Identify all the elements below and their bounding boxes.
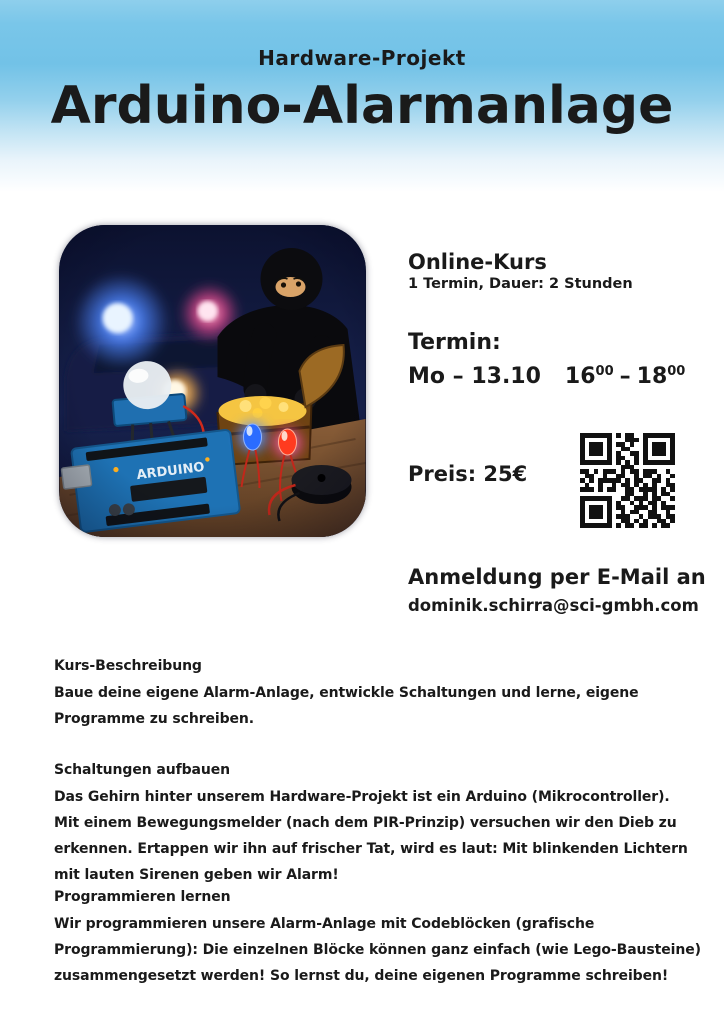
section-text-programmieren-lernen: Wir programmieren unsere Alarm-Anlage mit Codeblöcken (grafische Programmierung): Die einzelnen Blöcke können ganz einfach (wie Lego-Bausteine) zusammengesetzt werden! So lernst du, deine eigenen Programme schreiben! [54, 916, 701, 984]
schedule-line [408, 364, 685, 389]
section-text-schaltungen-aufbauen: Das Gehirn hinter unserem Hardware-Projekt ist ein Arduino (Mikrocontroller). Mit einem Bewegungsmelder (nach dem PIR-Prinzip) versuchen wir den Dieb zu erkennen. Ertappen wir ihn auf frischer Tat, wird es laut: Mit blinkenden Lichtern mit lauten Sirenen geben wir Alarm! [54, 789, 688, 883]
course-photo [59, 225, 366, 537]
schedule-day-date: Mo – 13.10 [408, 364, 541, 389]
section-heading-kurs-beschreibung: Kurs-Beschreibung [54, 658, 202, 674]
section-heading-programmieren-lernen: Programmieren lernen [54, 889, 231, 905]
signup-label: Anmeldung per E-Mail an [408, 565, 706, 589]
photo-scene [59, 225, 366, 537]
termin-label: Termin: [408, 330, 501, 355]
section-heading-schaltungen-aufbauen: Schaltungen aufbauen [54, 762, 230, 778]
price-label: Preis: 25€ [408, 462, 528, 486]
signup-email: dominik.schirra@sci-gmbh.com [408, 596, 699, 615]
qr-code [580, 433, 675, 528]
section-text-kurs-beschreibung: Baue deine eigene Alarm-Anlage, entwickle Schaltungen und lerne, eigene Programme zu schreiben. [54, 685, 639, 727]
header-kicker: Hardware-Projekt [258, 46, 466, 70]
course-details: 1 Termin, Dauer: 2 Stunden [408, 276, 633, 292]
schedule-start-minutes: 00 [595, 364, 614, 379]
vignette-overlay [60, 225, 366, 537]
header-banner [0, 0, 724, 200]
page-title: Arduino-Alarmanlage [50, 76, 674, 136]
schedule-end-minutes: 00 [667, 364, 686, 379]
schedule-dash: – [619, 364, 631, 389]
course-type-label: Online-Kurs [408, 250, 547, 274]
schedule-start-hour: 16 [564, 364, 596, 389]
schedule-end-hour: 18 [636, 364, 668, 389]
